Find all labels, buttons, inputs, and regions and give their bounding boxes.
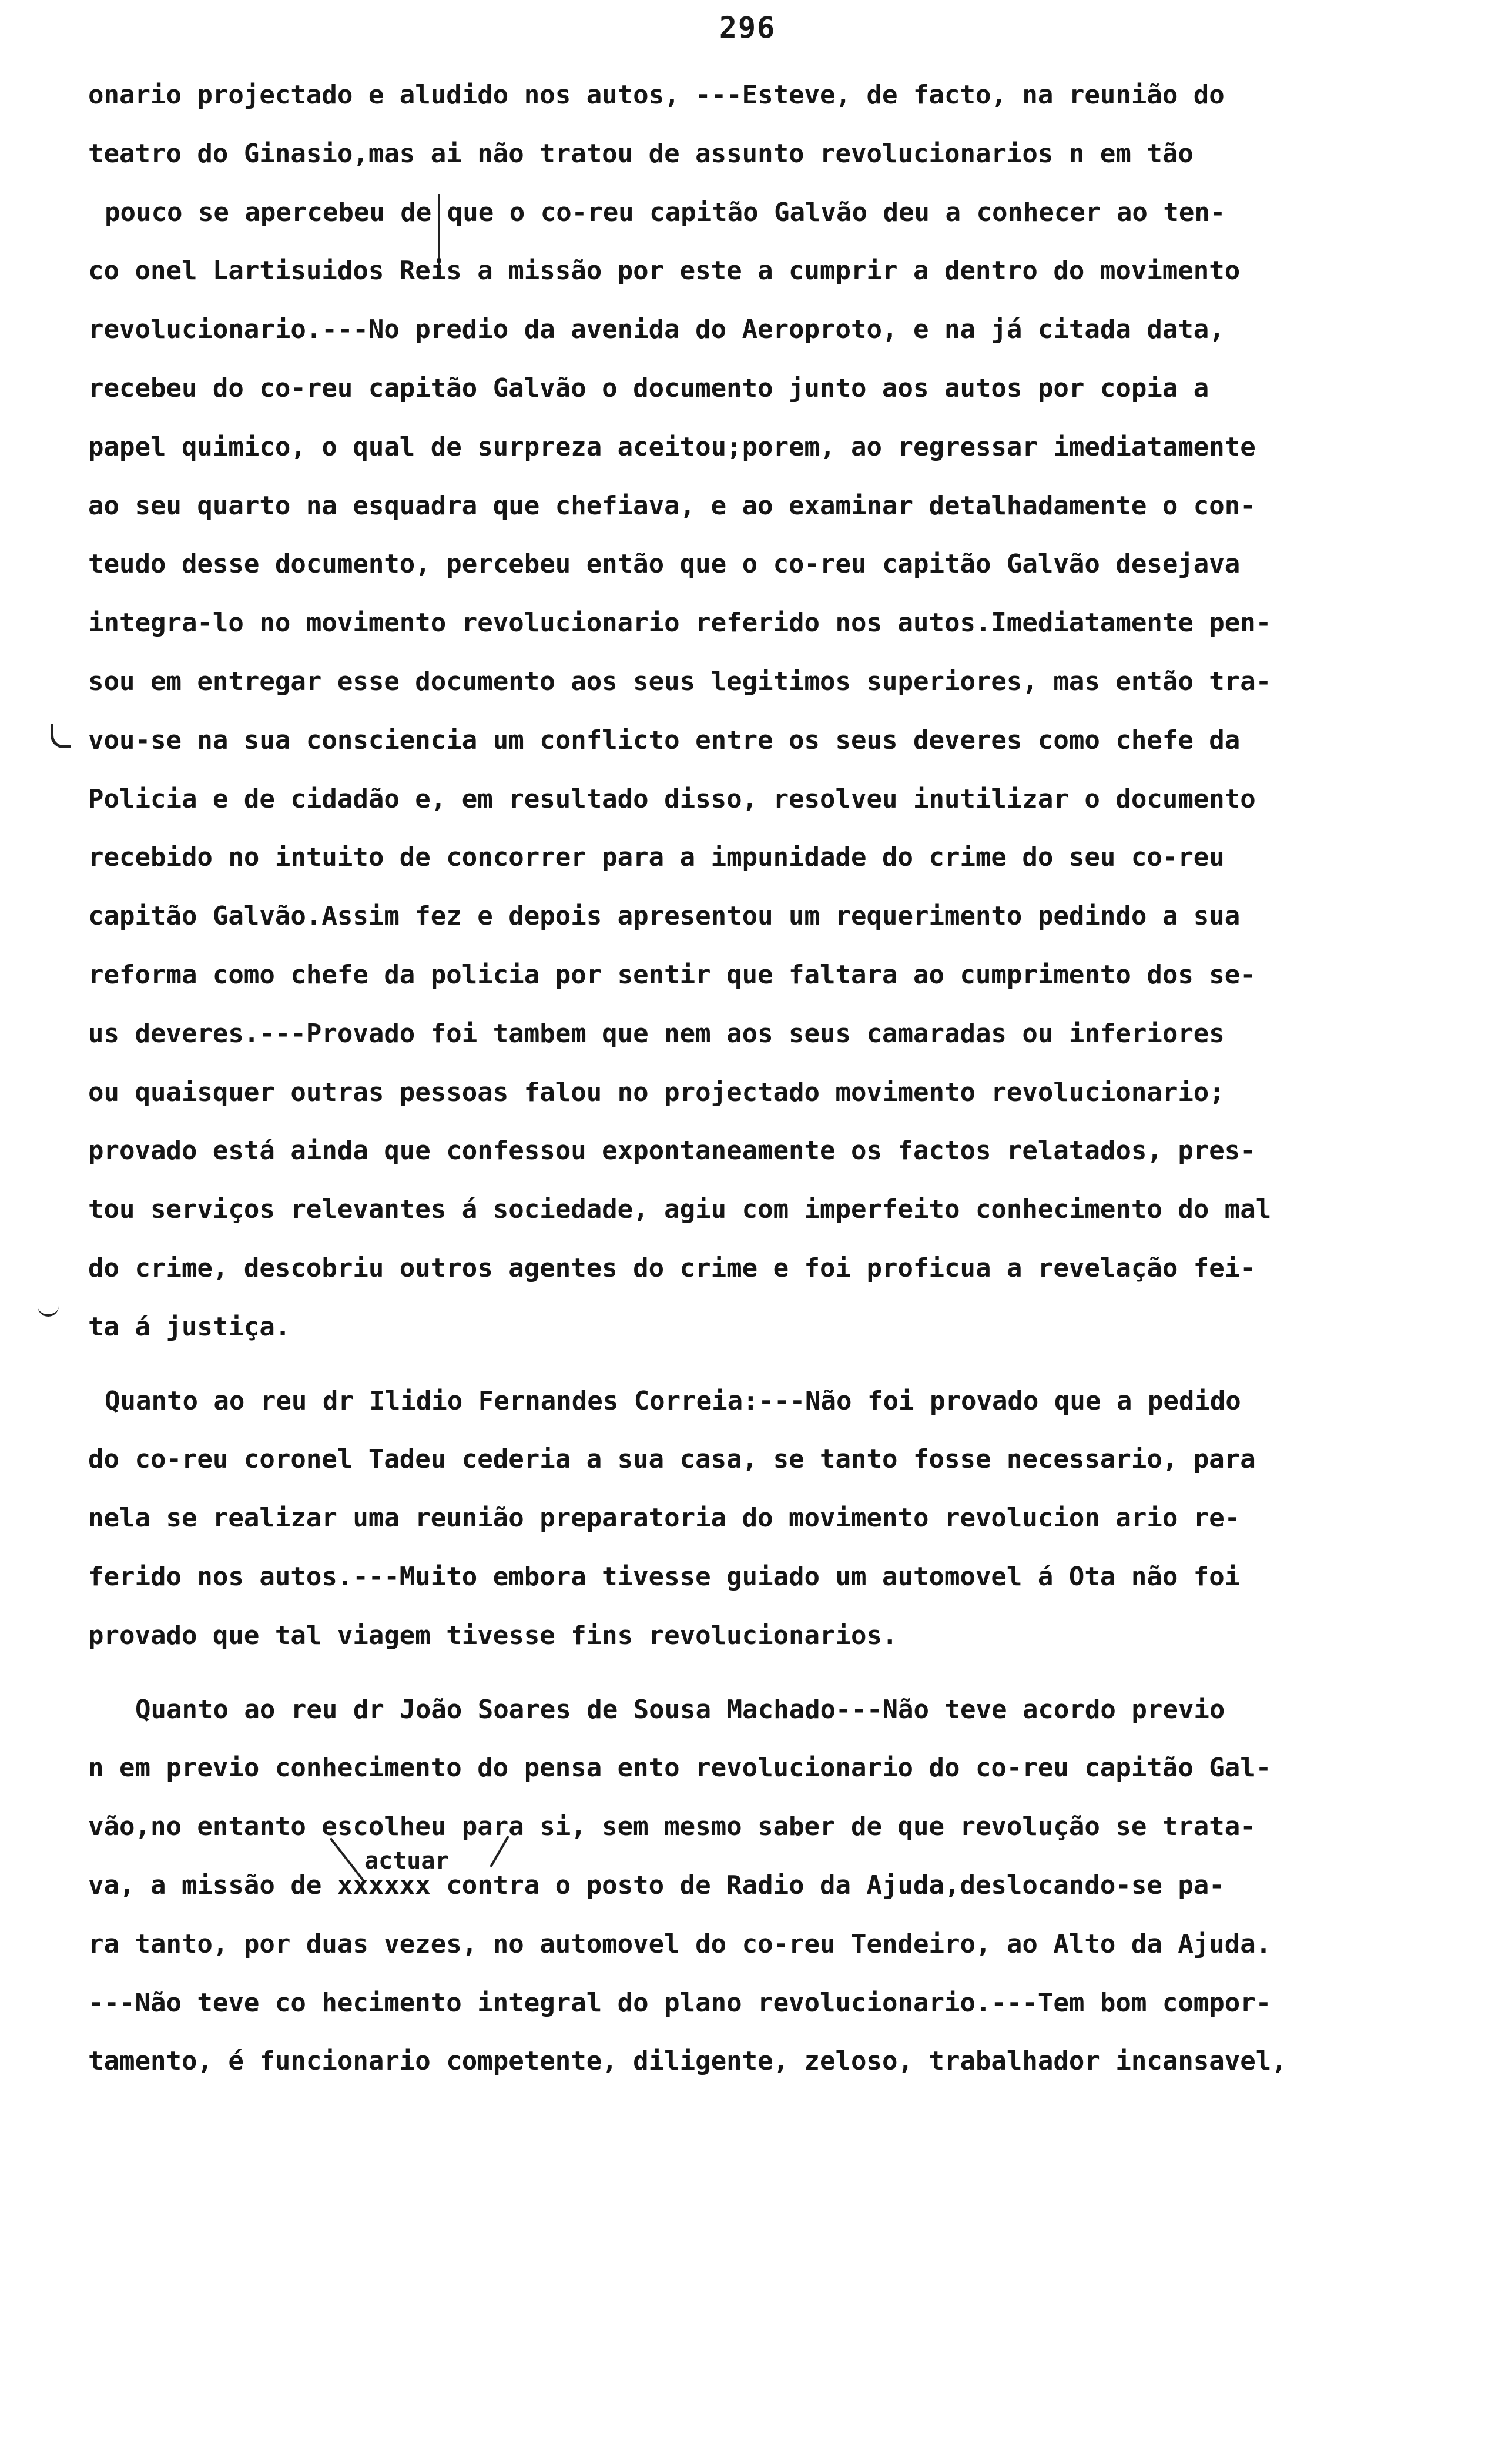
text-line: us deveres.---Provado foi tambem que nem aos seus camaradas ou inferiores [88, 1018, 1225, 1049]
text-line: pouco se apercebeu de que o co-reu capitão Galvão deu a conhecer ao ten- [105, 197, 1226, 227]
text-line: ferido nos autos.---Muito embora tivesse guiado um automovel á Ota não foi [88, 1561, 1241, 1592]
text-line: ra tanto, por duas vezes, no automovel do co-reu Tendeiro, ao Alto da Ajuda. [88, 1929, 1272, 1959]
handwritten-inserted-word: actuar [364, 1847, 450, 1874]
text-line: integra-lo no movimento revolucionario referido nos autos.Imediatamente pen- [88, 608, 1272, 638]
text-line: tamento, é funcionario competente, diligente, zeloso, trabalhador incansavel, [88, 2046, 1287, 2077]
body-text [88, 66, 1440, 2106]
paragraph-joao-machado [88, 1680, 1440, 2091]
paragraph-continuation [88, 66, 1440, 1357]
text-line: recebeu do co-reu capitão Galvão o documento junto aos autos por copia a [88, 373, 1209, 403]
paragraph-ilidio-correia [88, 1372, 1440, 1665]
margin-bracket-mark [51, 724, 71, 748]
text-line: Quanto ao reu dr Ilidio Fernandes Correia:---Não foi provado que a pedido [105, 1385, 1241, 1416]
text-line: provado que tal viagem tivesse fins revolucionarios. [88, 1620, 898, 1651]
text-line: co onel Lartisuidos Reis a missão por este a cumprir a dentro do movimento [88, 256, 1241, 286]
text-line: va, a missão de xxxxxx contra o posto de Radio da Ajuda,deslocando-se pa- [88, 1870, 1225, 1900]
text-line: capitão Galvão.Assim fez e depois apresentou um requerimento pedindo a sua [88, 901, 1241, 932]
text-line: Quanto ao reu dr João Soares de Sousa Machado---Não teve acordo previo [135, 1694, 1225, 1725]
text-line: teudo desse documento, percebeu então que o co-reu capitão Galvão desejava [88, 549, 1241, 580]
text-line: ta á justiça. [88, 1311, 291, 1342]
text-line: Policia e de cidadão e, em resultado disso, resolveu inutilizar o documento [88, 784, 1256, 814]
text-line: papel quimico, o qual de surpreza aceitou;porem, ao regressar imediatamente [88, 431, 1256, 462]
text-line: recebido no intuito de concorrer para a impunidade do crime do seu co-reu [88, 842, 1225, 873]
text-line: n em previo conhecimento do pensa ento revolucionario do co-reu capitão Gal- [88, 1753, 1272, 1783]
text-line: sou em entregar esse documento aos seus legitimos superiores, mas então tra- [88, 666, 1272, 697]
text-line: ao seu quarto na esquadra que chefiava, e ao examinar detalhadamente o con- [88, 490, 1256, 521]
text-line: reforma como chefe da policia por sentir que faltara ao cumprimento dos se- [88, 959, 1256, 990]
text-line: ou quaisquer outras pessoas falou no projectado movimento revolucionario; [88, 1077, 1225, 1107]
text-line: tou serviços relevantes á sociedade, agiu com imperfeito conhecimento do mal [88, 1194, 1272, 1225]
text-line: do co-reu coronel Tadeu cederia a sua casa, se tanto fosse necessario, para [88, 1444, 1256, 1475]
text-line: onario projectado e aludido nos autos, ---Esteve, de facto, na reunião do [88, 80, 1225, 110]
text-line: nela se realizar uma reunião preparatoria do movimento revolucion ario re- [88, 1503, 1241, 1534]
text-line: provado está ainda que confessou expontaneamente os factos relatados, pres- [88, 1136, 1256, 1166]
text-line: vão,no entanto escolheu para si, sem mesmo saber de que revolução se trata- [88, 1812, 1256, 1842]
text-line: do crime, descobriu outros agentes do crime e foi proficua a revelação fei- [88, 1253, 1256, 1283]
text-line: revolucionario.---No predio da avenida do Aeroproto, e na já citada data, [88, 314, 1225, 345]
page-number: 296 [719, 11, 776, 45]
text-line: vou-se na sua consciencia um conflicto entre os seus deveres como chefe da [88, 725, 1241, 755]
text-line: teatro do Ginasio,mas ai não tratou de assunto revolucionarios n em tão [88, 138, 1194, 169]
text-line: ---Não teve co hecimento integral do plano revolucionario.---Tem bom compor- [88, 1987, 1272, 2018]
margin-curve-mark [38, 1304, 59, 1317]
